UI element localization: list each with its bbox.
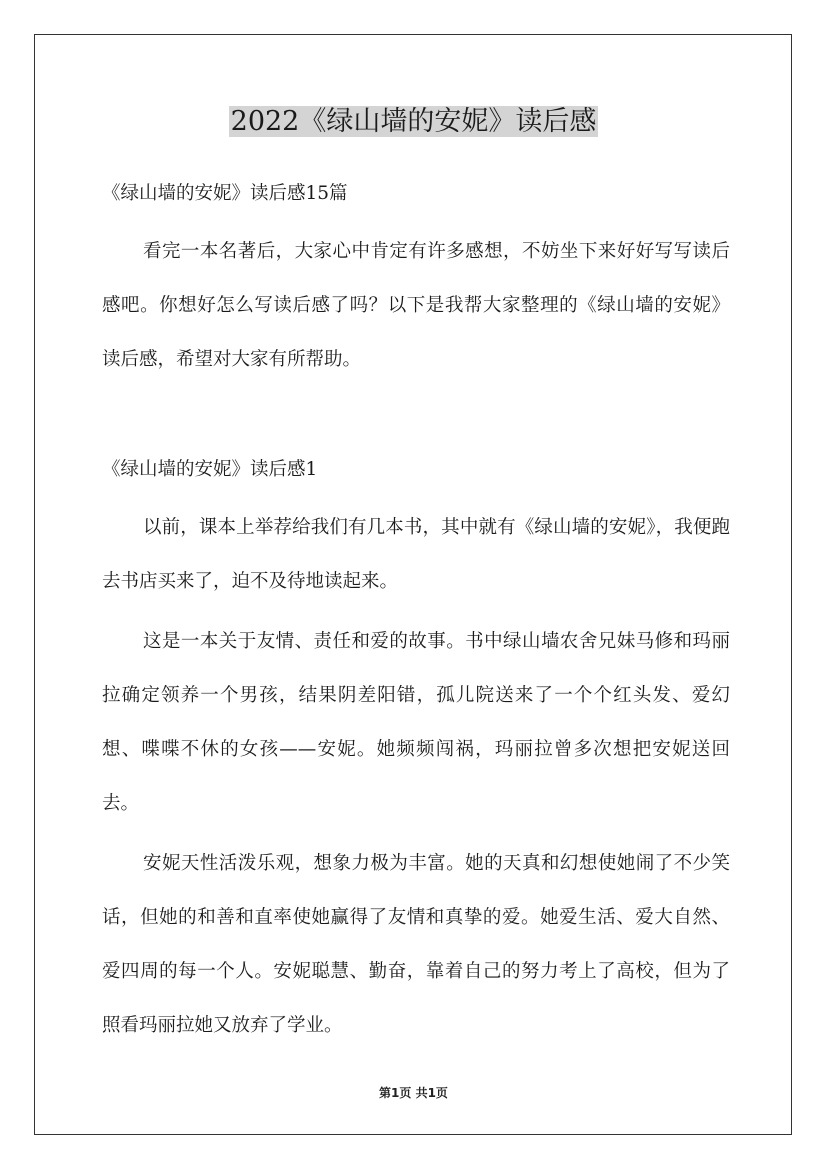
body-paragraph-2: 这是一本关于友情、责任和爱的故事。书中绿山墙农舍兄妹马修和玛丽拉确定领养一个男孩，结果阴差阳错，孤儿院送来了一个个红头发、爱幻想、喋喋不休的女孩——安妮。她频频闯祸，玛丽拉曾多次想把安妮送回去。 bbox=[102, 631, 730, 814]
body-paragraph-3: 安妮天性活泼乐观，想象力极为丰富。她的天真和幻想使她闹了不少笑话，但她的和善和直率使她赢得了友情和真挚的爱。她爱生活、爱大自然、爱四周的每一个人。安妮聪慧、勤奋，靠着自己的努力考上了高校，但为了照看玛丽拉她又放弃了学业。 bbox=[102, 853, 730, 1036]
body-paragraph-1: 以前，课本上举荐给我们有几本书，其中就有《绿山墙的安妮》，我便跑去书店买来了，迫不及待地读起来。 bbox=[102, 517, 730, 592]
subtitle: 《绿山墙的安妮》读后感15篇 bbox=[102, 183, 348, 204]
intro-paragraph: 看完一本名著后，大家心中肯定有许多感想，不妨坐下来好好写写读后感吧。你想好怎么写读后感了吗？以下是我帮大家整理的《绿山墙的安妮》读后感，希望对大家有所帮助。 bbox=[102, 241, 730, 370]
page-footer: 第1页 共1页 bbox=[379, 1086, 448, 1100]
section-heading: 《绿山墙的安妮》读后感1 bbox=[102, 459, 318, 480]
document-body bbox=[102, 175, 730, 1053]
document-title bbox=[0, 103, 827, 141]
title-text: 2022《绿山墙的安妮》读后感 bbox=[230, 106, 597, 137]
